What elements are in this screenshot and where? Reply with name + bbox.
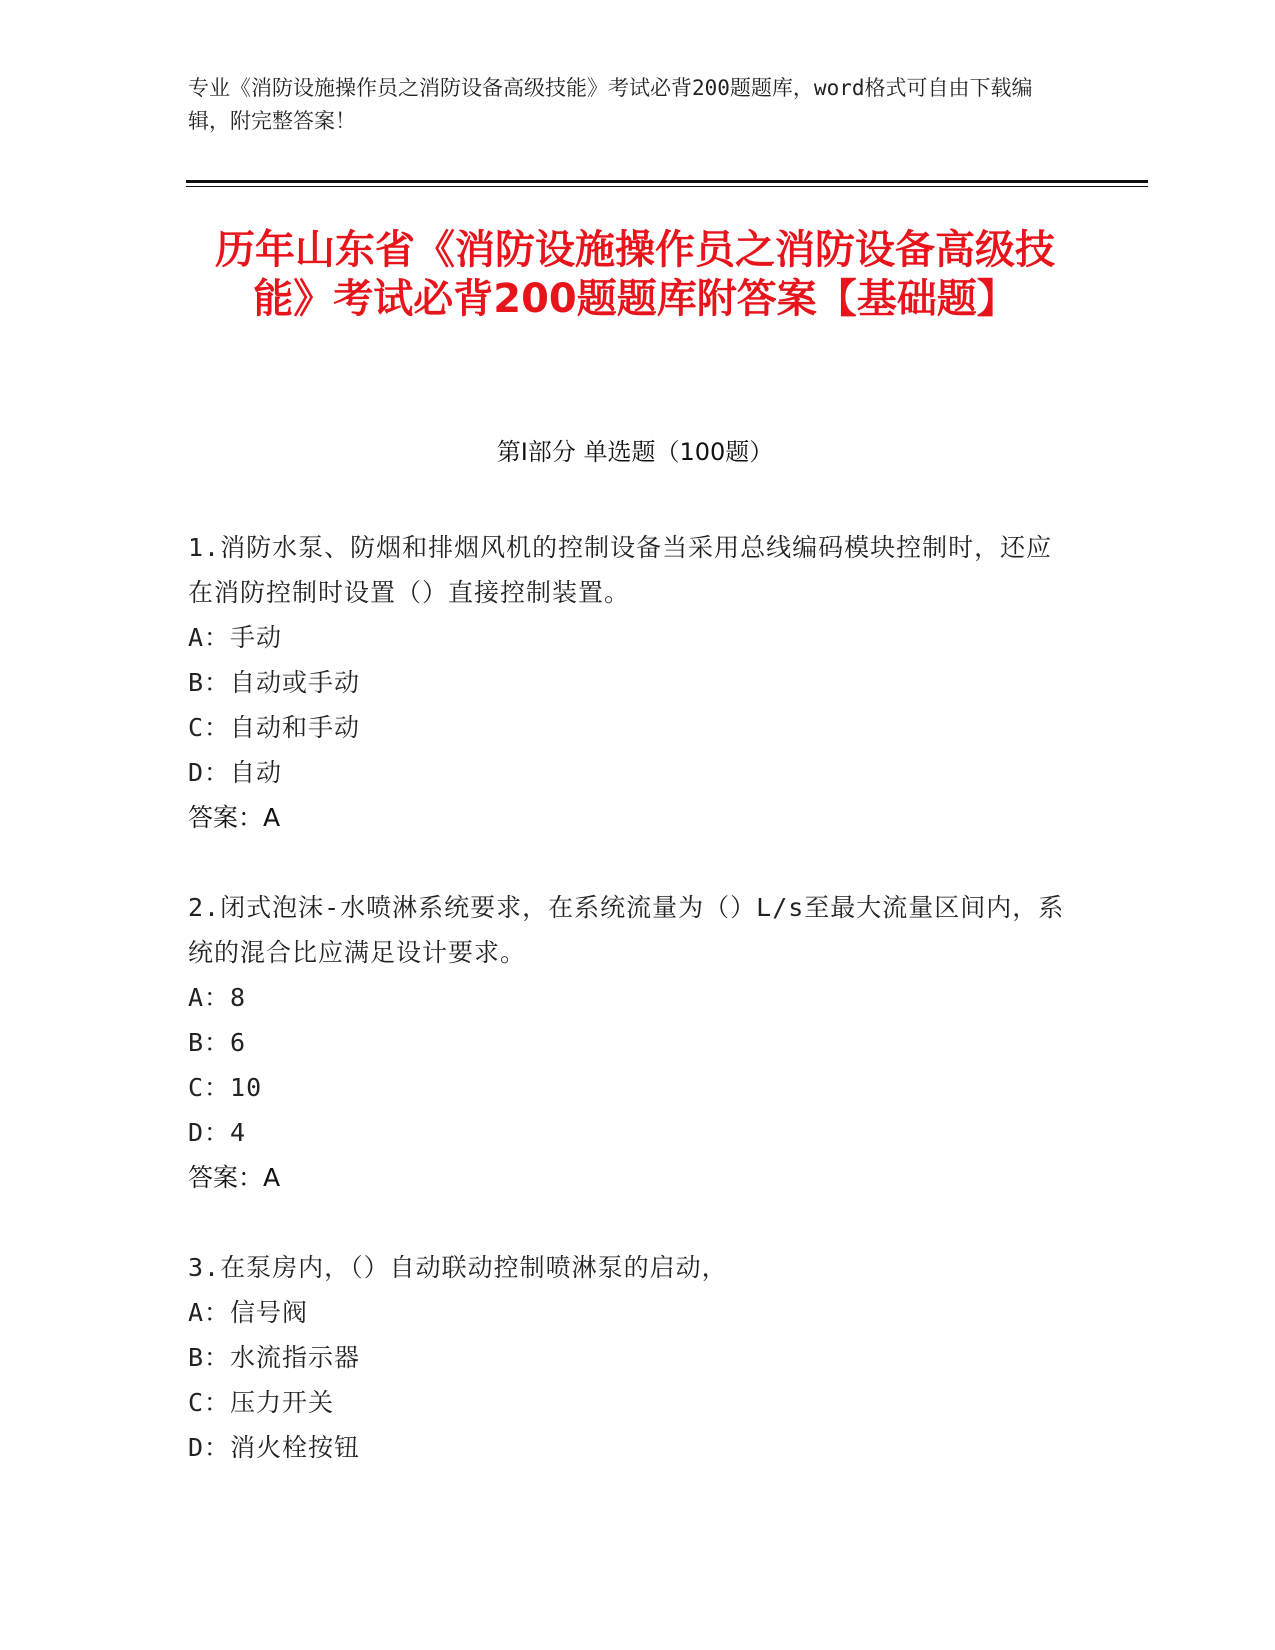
question-block xyxy=(188,885,1068,1200)
question-block xyxy=(188,525,1068,840)
option-a: A：手动 xyxy=(188,623,283,652)
option-b: B：自动或手动 xyxy=(188,668,361,697)
option-c: C：10 xyxy=(188,1073,263,1102)
question-stem: 3.在泵房内，（）自动联动控制喷淋泵的启动， xyxy=(188,1253,728,1282)
option-c: C：压力开关 xyxy=(188,1388,335,1417)
option-d: D：4 xyxy=(188,1118,247,1147)
question-block xyxy=(188,1245,1068,1470)
option-a: A：8 xyxy=(188,983,247,1012)
option-d: D：自动 xyxy=(188,758,283,787)
question-stem: 1.消防水泵、防烟和排烟风机的控制设备当采用总线编码模块控制时，还应在消防控制时设置（）直接控制装置。 xyxy=(188,533,1053,607)
question-stem: 2.闭式泡沫-水喷淋系统要求，在系统流量为（）L/s至最大流量区间内，系统的混合比应满足设计要求。 xyxy=(188,893,1065,967)
option-b: B：6 xyxy=(188,1028,247,1057)
header-rule-thin xyxy=(186,186,1148,187)
option-d: D：消火栓按钮 xyxy=(188,1433,361,1462)
option-a: A：信号阀 xyxy=(188,1298,309,1327)
intro-text: 专业《消防设施操作员之消防设备高级技能》考试必背200题题库，word格式可自由下载编辑，附完整答案！ xyxy=(188,76,1033,133)
option-b: B：水流指示器 xyxy=(188,1343,361,1372)
option-c: C：自动和手动 xyxy=(188,713,361,742)
header-rule-thick xyxy=(186,180,1148,183)
answer-line: 答案：A xyxy=(188,803,281,832)
answer-line: 答案：A xyxy=(188,1163,281,1192)
section-heading: 第I部分 单选题（100题） xyxy=(496,438,774,466)
document-title: 历年山东省《消防设施操作员之消防设备高级技能》考试必背200题题库附答案【基础题】 xyxy=(215,227,1055,322)
